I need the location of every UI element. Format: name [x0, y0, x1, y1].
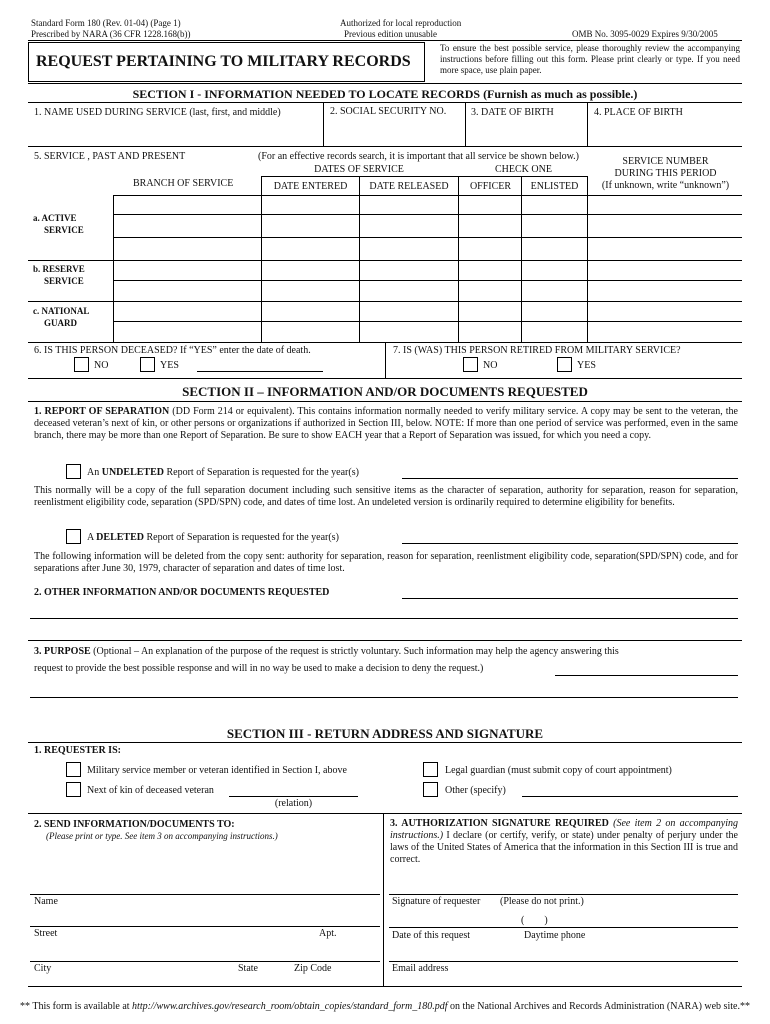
military-member-checkbox[interactable]	[66, 762, 81, 777]
deleted-checkbox[interactable]	[66, 529, 81, 544]
name-field[interactable]	[36, 122, 318, 142]
deceased-label: 6. IS THIS PERSON DECEASED? If “YES” enter the date of death.	[34, 345, 311, 356]
do-not-print-note: (Please do not print.)	[500, 896, 584, 907]
relation-field[interactable]	[229, 796, 358, 797]
page-title: REQUEST PERTAINING TO MILITARY RECORDS	[36, 53, 411, 70]
section-1-heading: SECTION I - INFORMATION NEEDED TO LOCATE RECORDS (Furnish as much as possible.)	[132, 87, 638, 101]
report-of-separation-text	[34, 406, 738, 442]
previous-edition-note: Previous edition unusable	[344, 29, 437, 39]
other-specify-field[interactable]	[522, 796, 738, 797]
row-guard-label-2: GUARD	[44, 318, 77, 328]
enlisted-header: ENLISTED	[530, 181, 579, 192]
send-info-note: (Please print or type. See item 3 on accompanying instructions.)	[46, 831, 278, 841]
undeleted-checkbox[interactable]	[66, 464, 81, 479]
footer-url[interactable]: http://www.archives.gov/research_room/obtain_copies/standard_form_180.pdf	[132, 1001, 448, 1012]
service-number-header-3: (If unknown, write “unknown”)	[601, 180, 730, 191]
next-of-kin-label: Next of kin of deceased veteran	[87, 785, 214, 796]
deceased-no-label: NO	[94, 360, 109, 371]
check-one-header: CHECK ONE	[495, 164, 552, 175]
legal-guardian-label: Legal guardian (must submit copy of court appointment)	[445, 765, 672, 776]
report-of-separation-body: (DD Form 214 or equivalent). This contains information normally needed to verify military service. A copy may be sent to the veteran, the deceased veteran’s next of kin, or other persons or organizations if authorized in Section III, below. NOTE: If more than one period of service was performed, even in the same branch, there may be more than one Report of Separation. Be sure to show EACH year that a Report of Separation was issued, for which you need a copy.	[34, 406, 738, 441]
authorized-note: Authorized for local reproduction	[340, 18, 462, 28]
undeleted-years-field[interactable]	[402, 478, 738, 479]
zip-label: Zip Code	[294, 963, 332, 974]
row-guard-label-1: c. NATIONAL	[33, 306, 90, 316]
daytime-phone-label: Daytime phone	[524, 930, 586, 941]
signature-label: Signature of requester	[392, 896, 481, 907]
date-released-header: DATE RELEASED	[369, 181, 449, 192]
service-number-header-1: SERVICE NUMBER	[622, 156, 709, 167]
legal-guardian-checkbox[interactable]	[423, 762, 438, 777]
name-address-field[interactable]	[30, 894, 380, 895]
section-3-heading: SECTION III - RETURN ADDRESS AND SIGNATURE	[226, 726, 544, 741]
city-label: City	[34, 963, 52, 974]
deceased-yes-label: YES	[160, 360, 179, 371]
purpose-field-1[interactable]	[555, 675, 738, 676]
deceased-no-checkbox[interactable]	[74, 357, 89, 372]
service-label: 5. SERVICE , PAST AND PRESENT	[34, 151, 186, 162]
form-id: Standard Form 180 (Rev. 01-04) (Page 1)	[31, 18, 181, 28]
street-field[interactable]	[30, 926, 380, 927]
undeleted-description: This normally will be a copy of the full separation document including such sensitive items as the character of separation, authority for separation, reason for separation, reenlistment eligibility code, separation (SPD/SPN) code, and dates of time lost. An undeleted version is ordinarily required to determine eligibility for benefits.	[34, 485, 738, 508]
other-info-field-1[interactable]	[402, 598, 738, 599]
city-field[interactable]	[30, 961, 380, 962]
purpose-text: 3. PURPOSE (Optional – An explanation of the purpose of the request is strictly voluntary. Such information may help the agency answering this	[34, 646, 619, 657]
other-label: Other (specify)	[445, 785, 506, 796]
instructions-note: To ensure the best possible service, please thoroughly review the accompanying instructions before filling out this form. Please print clearly or type. If you need more space, use plain paper.	[440, 43, 740, 75]
row-reserve-label-1: b. RESERVE	[33, 264, 85, 274]
retired-yes-label: YES	[577, 360, 596, 371]
authorization-text: 3. AUTHORIZATION SIGNATURE REQUIRED (See item 2 on accompanying instructions.) I declare (or certify, verify, or state) under penalty of perjury under the laws of the United States of America that the information in this Section III is true and correct.	[390, 818, 738, 865]
dob-label: 3. DATE OF BIRTH	[471, 107, 554, 118]
footer-note: ** This form is available at http://www.archives.gov/research_room/obtain_copies/standard_form_180.pdf on the National Archives and Records Administration (NARA) web site.**	[20, 1001, 750, 1012]
relation-label: (relation)	[274, 798, 313, 809]
prescribed-by: Prescribed by NARA (36 CFR 1228.168(b))	[31, 29, 191, 39]
other-info-field-2[interactable]	[30, 618, 738, 619]
deleted-description: The following information will be deleted from the copy sent: authority for separation, reason for separation, reenlistment eligibility code, separation(SPD/SPN) code, and for separations after June 30, 1979, character of separation and dates of time lost.	[34, 551, 738, 574]
service-number-header-2: DURING THIS PERIOD	[614, 168, 717, 179]
apt-label: Apt.	[319, 928, 337, 939]
section-2-heading: SECTION II – INFORMATION AND/OR DOCUMENTS REQUESTED	[182, 384, 588, 399]
other-info-label: 2. OTHER INFORMATION AND/OR DOCUMENTS REQUESTED	[34, 587, 330, 598]
other-checkbox[interactable]	[423, 782, 438, 797]
dates-of-service-header: DATES OF SERVICE	[314, 164, 404, 175]
dob-field[interactable]	[470, 122, 582, 142]
retired-no-checkbox[interactable]	[463, 357, 478, 372]
deleted-years-field[interactable]	[402, 543, 738, 544]
service-note: (For an effective records search, it is important that all service be shown below.)	[258, 151, 580, 162]
military-member-label: Military service member or veteran identified in Section I, above	[87, 765, 347, 776]
requester-is-label: 1. REQUESTER IS:	[34, 745, 121, 756]
death-date-field[interactable]	[197, 371, 323, 372]
next-of-kin-checkbox[interactable]	[66, 782, 81, 797]
deceased-yes-checkbox[interactable]	[140, 357, 155, 372]
pob-label: 4. PLACE OF BIRTH	[594, 107, 683, 118]
purpose-text-2: request to provide the best possible response and will in no way be used to make a decision to deny the request.)	[34, 663, 484, 674]
row-reserve-label-2: SERVICE	[44, 276, 84, 286]
ssn-field[interactable]	[328, 122, 460, 142]
signature-field[interactable]	[389, 894, 738, 895]
report-of-separation-title: 1. REPORT OF SEPARATION	[34, 406, 170, 417]
row-active-label-1: a. ACTIVE	[33, 213, 77, 223]
branch-header: BRANCH OF SERVICE	[133, 178, 234, 189]
name-field-label: Name	[34, 896, 58, 907]
email-label: Email address	[392, 963, 449, 974]
omb-number: OMB No. 3095-0029 Expires 9/30/2005	[572, 29, 718, 39]
state-label: State	[238, 963, 258, 974]
retired-label: 7. IS (WAS) THIS PERSON RETIRED FROM MILITARY SERVICE?	[393, 345, 681, 356]
name-label: 1. NAME USED DURING SERVICE (last, first, and middle)	[34, 107, 281, 118]
deleted-label: A DELETED Report of Separation is requested for the year(s)	[87, 532, 339, 543]
email-field[interactable]	[389, 961, 738, 962]
date-entered-header: DATE ENTERED	[273, 181, 348, 192]
row-active-label-2: SERVICE	[44, 225, 84, 235]
phone-area-code: ( )	[521, 915, 548, 926]
send-info-label: 2. SEND INFORMATION/DOCUMENTS TO:	[34, 819, 235, 830]
date-phone-field[interactable]	[389, 927, 738, 928]
purpose-field-2[interactable]	[30, 697, 738, 698]
ssn-label: 2. SOCIAL SECURITY NO.	[330, 106, 447, 117]
undeleted-label: An UNDELETED Report of Separation is requested for the year(s)	[87, 467, 359, 478]
officer-header: OFFICER	[469, 181, 512, 192]
pob-field[interactable]	[592, 122, 738, 142]
retired-no-label: NO	[483, 360, 498, 371]
street-label: Street	[34, 928, 58, 939]
date-request-label: Date of this request	[392, 930, 471, 941]
retired-yes-checkbox[interactable]	[557, 357, 572, 372]
